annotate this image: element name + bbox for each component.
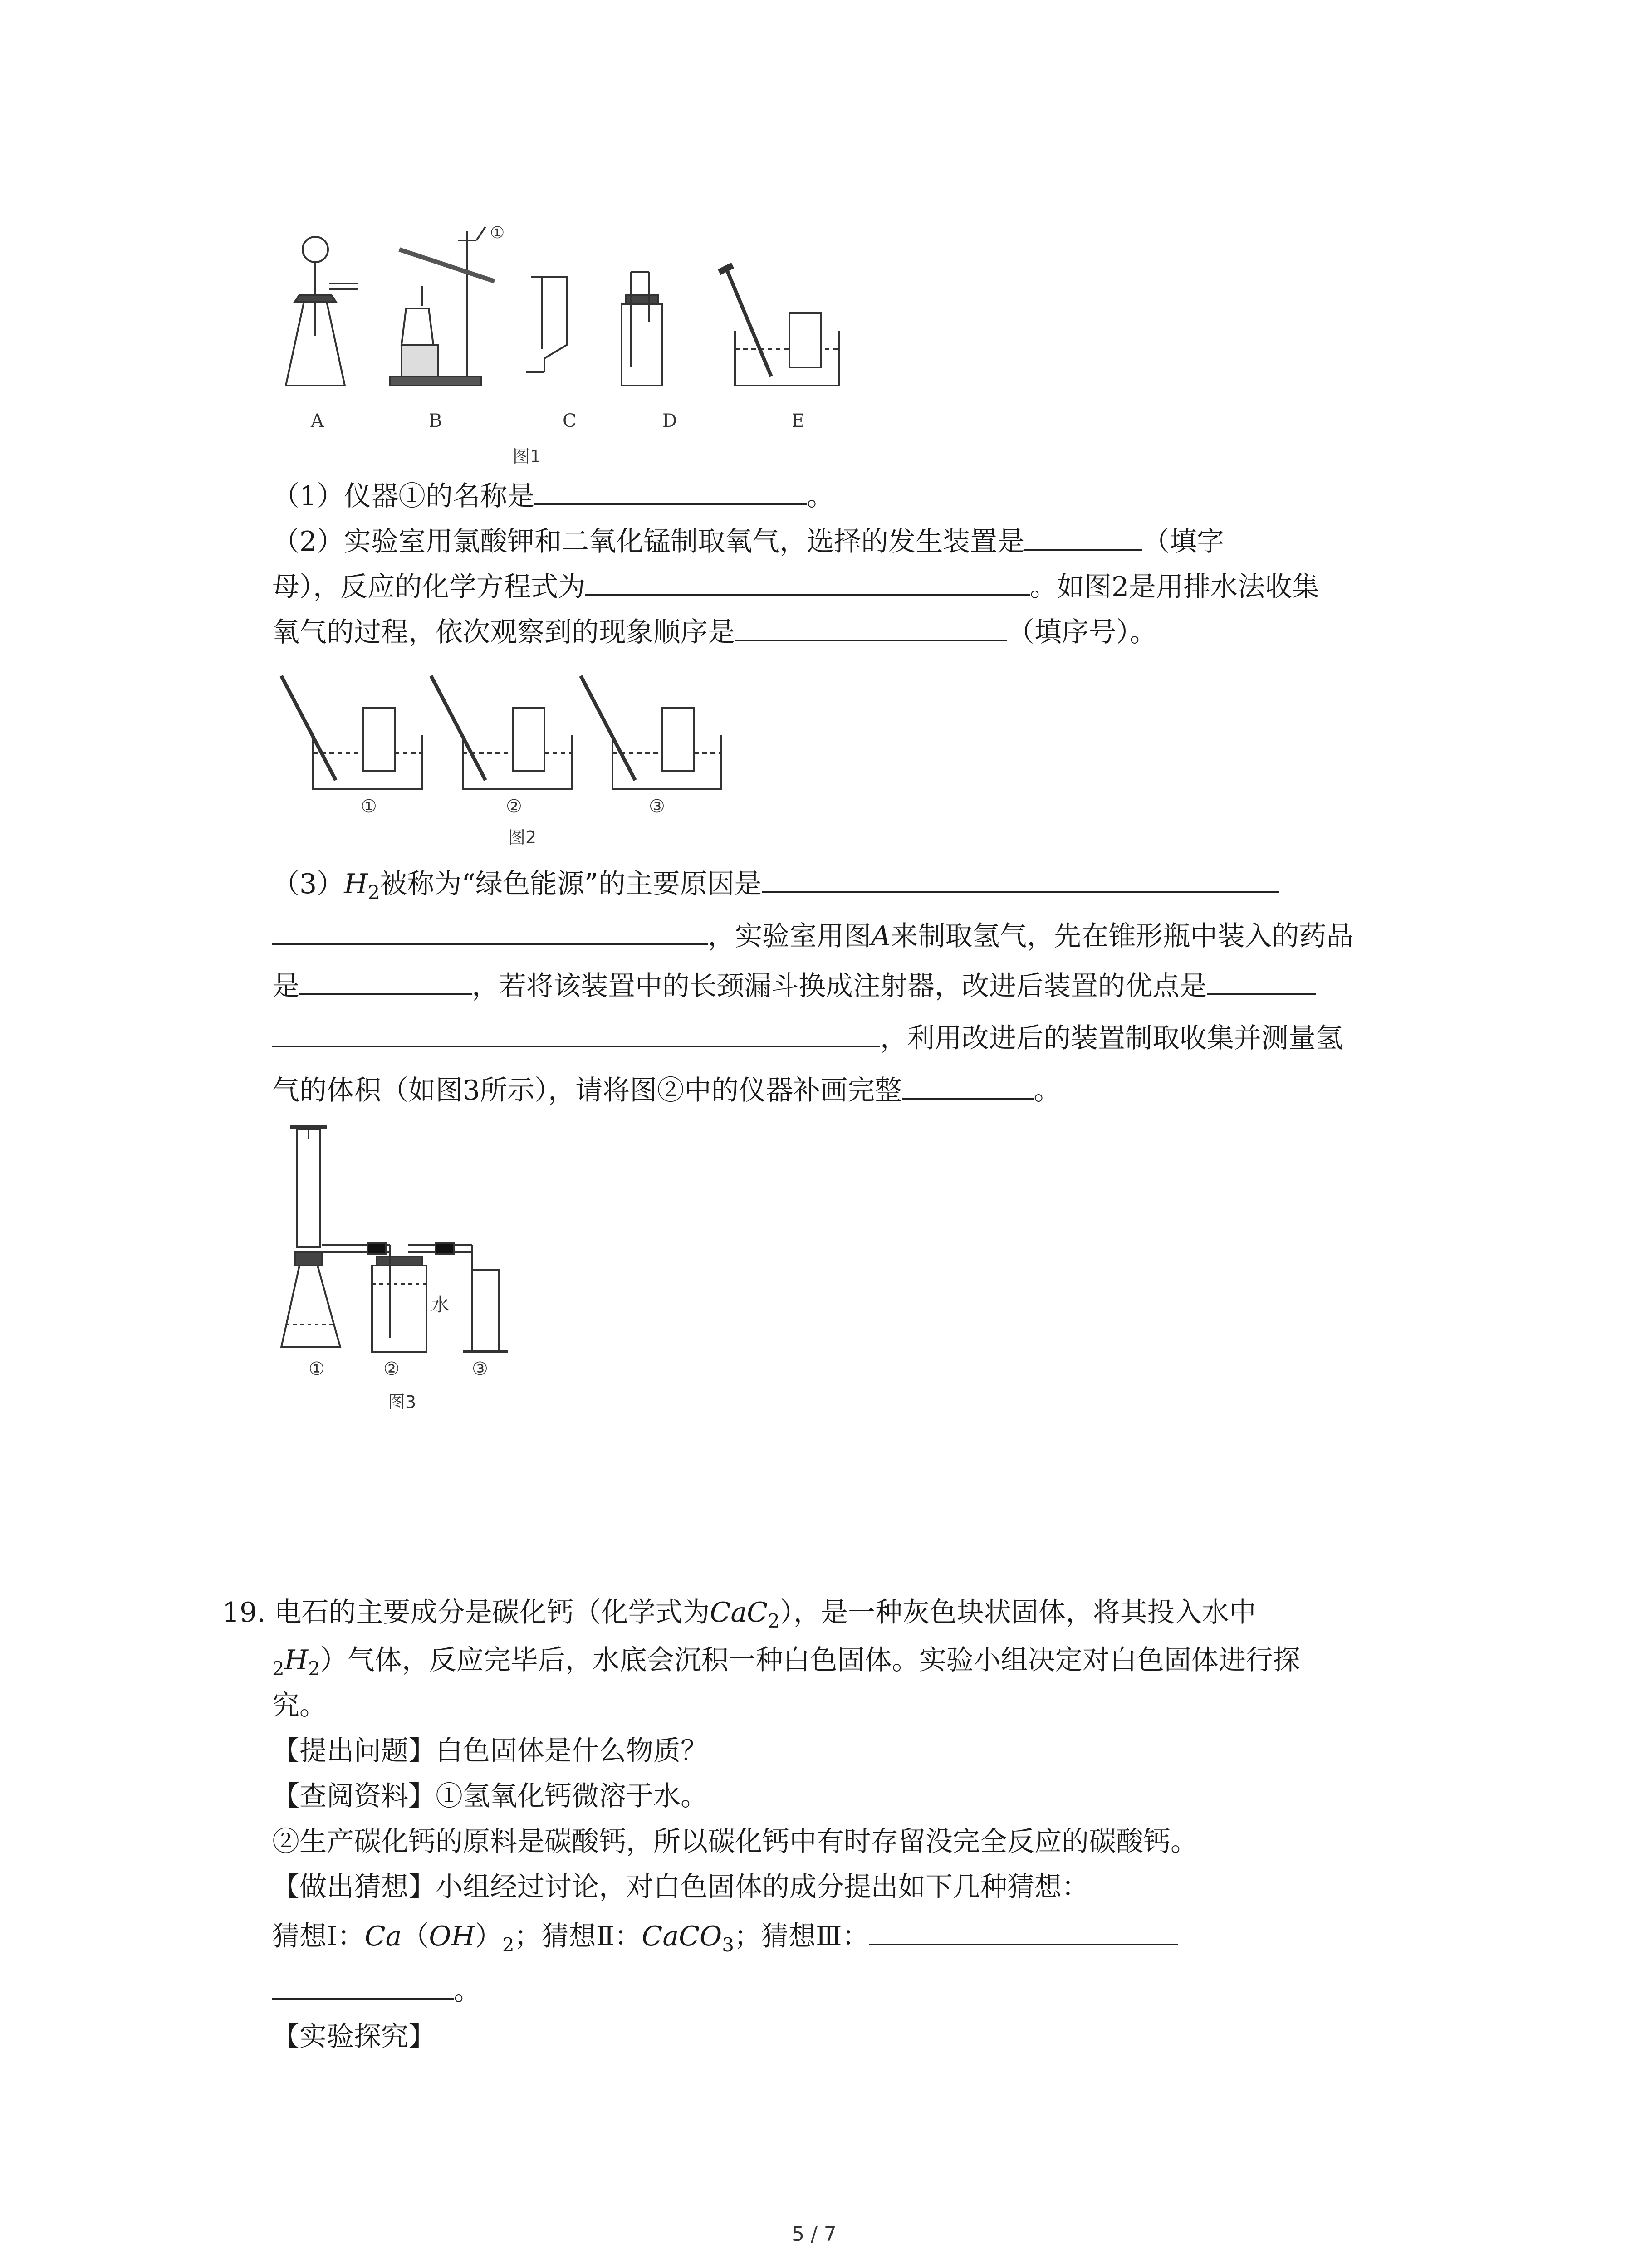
fig1-label-b: B xyxy=(429,411,442,431)
fig3-label-1: ① xyxy=(309,1359,325,1379)
answer-blank-q2-equation[interactable] xyxy=(585,567,1030,596)
question-3-line-1: $(3)H_2$被称为“绿色能源”的主要原因是 xyxy=(272,864,1279,911)
answer-blank-q3-reason[interactable] xyxy=(762,864,1279,893)
figure-2-water-collection xyxy=(272,667,726,803)
fig2-caption: 图2 xyxy=(508,827,537,847)
answer-blank-q2-order[interactable] xyxy=(735,612,1007,641)
fig2-label-2: ② xyxy=(506,796,522,817)
answer-blank-q19-hypothesis-cont[interactable] xyxy=(272,1971,454,2000)
question-19-ask: 【提出问题】白色固体是什么物质？ xyxy=(272,1735,708,1767)
figure-1-apparatus xyxy=(272,222,853,413)
question-19-reference-2: ②生产碳化钙的原料是碳酸钙，所以碳化钙中有时存留没完全反应的碳酸钙。 xyxy=(272,1826,1198,1857)
question-19-reference-1: 【查阅资料】①氢氧化钙微溶于水。 xyxy=(272,1780,708,1812)
fig3-label-3: ③ xyxy=(472,1359,488,1379)
fig3-label-2: ② xyxy=(383,1359,400,1379)
answer-blank-q3-drug[interactable] xyxy=(299,966,472,995)
question-19-line-2: $_2H_2$）气体，反应完毕后，水底会沉积一种白色固体。实验小组决定对白色固体进行探 xyxy=(272,1644,1300,1680)
fig3-caption: 图3 xyxy=(388,1392,416,1412)
question-1: （1）仪器①的名称是 。 xyxy=(272,476,834,514)
page-number: 5 / 7 xyxy=(792,2223,837,2246)
answer-blank-q19-hypothesis[interactable] xyxy=(869,1916,1178,1945)
fig1-label-d: D xyxy=(662,411,677,431)
answer-blank-q3-drawing[interactable] xyxy=(902,1070,1034,1100)
answer-blank-q3-advantage[interactable] xyxy=(1207,966,1316,995)
fig3-water-label: 水 xyxy=(431,1295,449,1315)
question-3-line-5: 气的体积（如图3所示），请将图②中的仪器补画完整 。 xyxy=(272,1070,1061,1109)
question-2-line-3: 氧气的过程，依次观察到的现象顺序是 （填序号）。 xyxy=(272,612,1157,650)
question-19-experiment: 【实验探究】 xyxy=(272,2021,436,2053)
fig1-label-c: C xyxy=(563,411,577,431)
question-3-line-2: ，实验室用图A来制取氢气，先在锥形瓶中装入的药品 xyxy=(272,916,1353,954)
fig1-marker: ① xyxy=(490,224,505,242)
answer-blank-q3-advantage-cont[interactable] xyxy=(272,1018,880,1047)
fig1-label-e: E xyxy=(792,411,805,431)
answer-blank-q3-reason-cont[interactable] xyxy=(272,916,708,945)
question-19-hypothesis-cont: 。 xyxy=(272,1971,481,2009)
question-19-line-3: 究。 xyxy=(272,1690,327,1721)
question-3-line-4: ，利用改进后的装置制取收集并测量氢 xyxy=(272,1018,1343,1056)
question-2-line-1: （2）实验室用氯酸钾和二氧化锰制取氧气，选择的发生装置是 （填字 xyxy=(272,522,1224,560)
question-3-line-3: 是 ，若将该装置中的长颈漏斗换成注射器，改进后装置的优点是 xyxy=(272,966,1316,1004)
question-2-line-2: 母），反应的化学方程式为 。如图2是用排水法收集 xyxy=(272,567,1319,605)
fig2-label-1: ① xyxy=(361,796,377,817)
fig2-label-3: ③ xyxy=(649,796,665,817)
answer-blank-q2-device[interactable] xyxy=(1024,522,1142,551)
question-19-hypotheses: 猜想Ⅰ：$Ca(OH)_2$；猜想Ⅱ：CaCO$_3$；猜想Ⅲ： xyxy=(272,1916,1178,1963)
question-19-guess: 【做出猜想】小组经过讨论，对白色固体的成分提出如下几种猜想： xyxy=(272,1871,1089,1903)
figure-3-gas-volume xyxy=(272,1120,544,1365)
fig1-caption: 图1 xyxy=(513,446,541,466)
fig1-label-a: A xyxy=(311,411,324,431)
answer-blank-q1[interactable] xyxy=(534,476,807,505)
question-19-line-1: 19. 电石的主要成分是碳化钙（化学式为CaC$_2$），是一种灰色块状固体，将其投入水中 xyxy=(222,1597,1256,1632)
